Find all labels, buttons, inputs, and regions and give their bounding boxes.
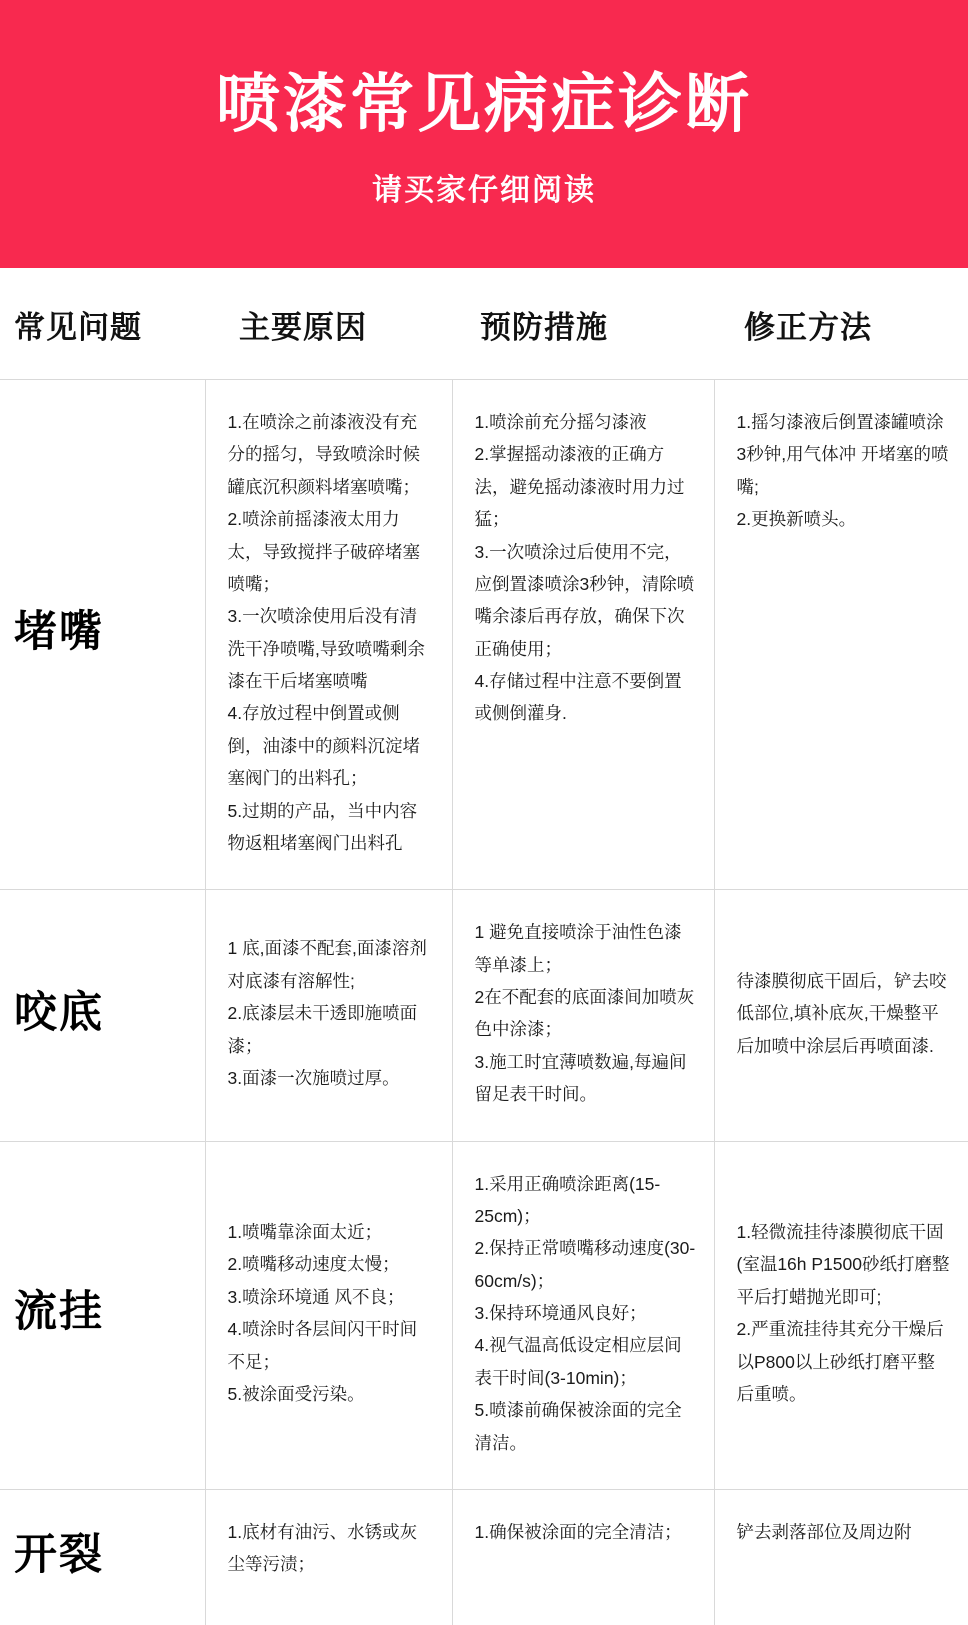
table-row: [0, 890, 968, 1141]
cell-prevention: 1.确保被涂面的完全清洁；: [452, 1489, 714, 1625]
cell-correction: 待漆膜彻底干固后，铲去咬低部位,填补底灰,干燥整平后加喷中涂层后再喷面漆.: [714, 890, 968, 1141]
table-header: [0, 268, 968, 380]
diagnosis-table: [0, 268, 968, 1625]
cell-issue: 咬底: [0, 890, 205, 1141]
column-header-issue: 常见问题: [0, 268, 205, 380]
table-row: [0, 1489, 968, 1625]
column-header-correction: 修正方法: [714, 268, 968, 380]
cell-causes: 1 底,面漆不配套,面漆溶剂对底漆有溶解性; 2.底漆层未干透即施喷面漆； 3.面漆一次施喷过厚。: [205, 890, 452, 1141]
cell-causes: 1.在喷涂之前漆液没有充分的摇匀，导致喷涂时候罐底沉积颜料堵塞喷嘴； 2.喷涂前摇漆液太用力太，导致搅拌子破碎堵塞喷嘴； 3.一次喷涂使用后没有清洗干净喷嘴,导致喷嘴剩余漆在干后堵塞喷嘴 4.存放过程中倒置或侧倒，油漆中的颜料沉淀堵塞阀门的出料孔； 5.过期的产品，当中内容物返粗堵塞阀门出料孔: [205, 380, 452, 890]
cell-prevention: 1.喷涂前充分摇匀漆液 2.掌握摇动漆液的正确方法，避免摇动漆液时用力过猛； 3.一次喷涂过后使用不完，应倒置漆喷涂3秒钟，清除喷嘴余漆后再存放，确保下次正确使用； 4.存储过程中注意不要倒置或侧倒灌身.: [452, 380, 714, 890]
cell-prevention: 1 避免直接喷涂于油性色漆等单漆上； 2在不配套的底面漆间加喷灰色中涂漆； 3.施工时宜薄喷数遍,每遍间留足表干时间。: [452, 890, 714, 1141]
cell-issue: 流挂: [0, 1141, 205, 1489]
table-row: [0, 380, 968, 890]
cell-causes: 1.喷嘴靠涂面太近； 2.喷嘴移动速度太慢； 3.喷涂环境通 风不良； 4.喷涂时各层间闪干时间不足； 5.被涂面受污染。: [205, 1141, 452, 1489]
cell-prevention: 1.采用正确喷涂距离(15-25cm)； 2.保持正常喷嘴移动速度(30-60cm/s)； 3.保持环境通风良好； 4.视气温高低设定相应层间表干时间(3-10min)； 5.喷漆前确保被涂面的完全清洁。: [452, 1141, 714, 1489]
cell-issue: 开裂: [0, 1489, 205, 1625]
cell-issue: 堵嘴: [0, 380, 205, 890]
cell-correction: 1.摇匀漆液后倒置漆罐喷涂3秒钟,用气体冲 开堵塞的喷嘴; 2.更换新喷头。: [714, 380, 968, 890]
column-header-prevention: 预防措施: [452, 268, 714, 380]
table-header-row: [0, 268, 968, 380]
header-banner: [0, 0, 968, 268]
page-title: 喷漆常见病症诊断: [216, 69, 752, 139]
cell-causes: 1.底材有油污、水锈或灰尘等污渍；: [205, 1489, 452, 1625]
table-row: [0, 1141, 968, 1489]
column-header-causes: 主要原因: [205, 268, 452, 380]
page-subtitle: 请买家仔细阅读: [372, 165, 596, 209]
cell-correction: 1.轻微流挂待漆膜彻底干固(室温16h P1500砂纸打磨整平后打蜡抛光即可; 2.严重流挂待其充分干燥后以P800以上砂纸打磨平整后重喷。: [714, 1141, 968, 1489]
cell-correction: 铲去剥落部位及周边附: [714, 1489, 968, 1625]
table-body: [0, 380, 968, 1625]
